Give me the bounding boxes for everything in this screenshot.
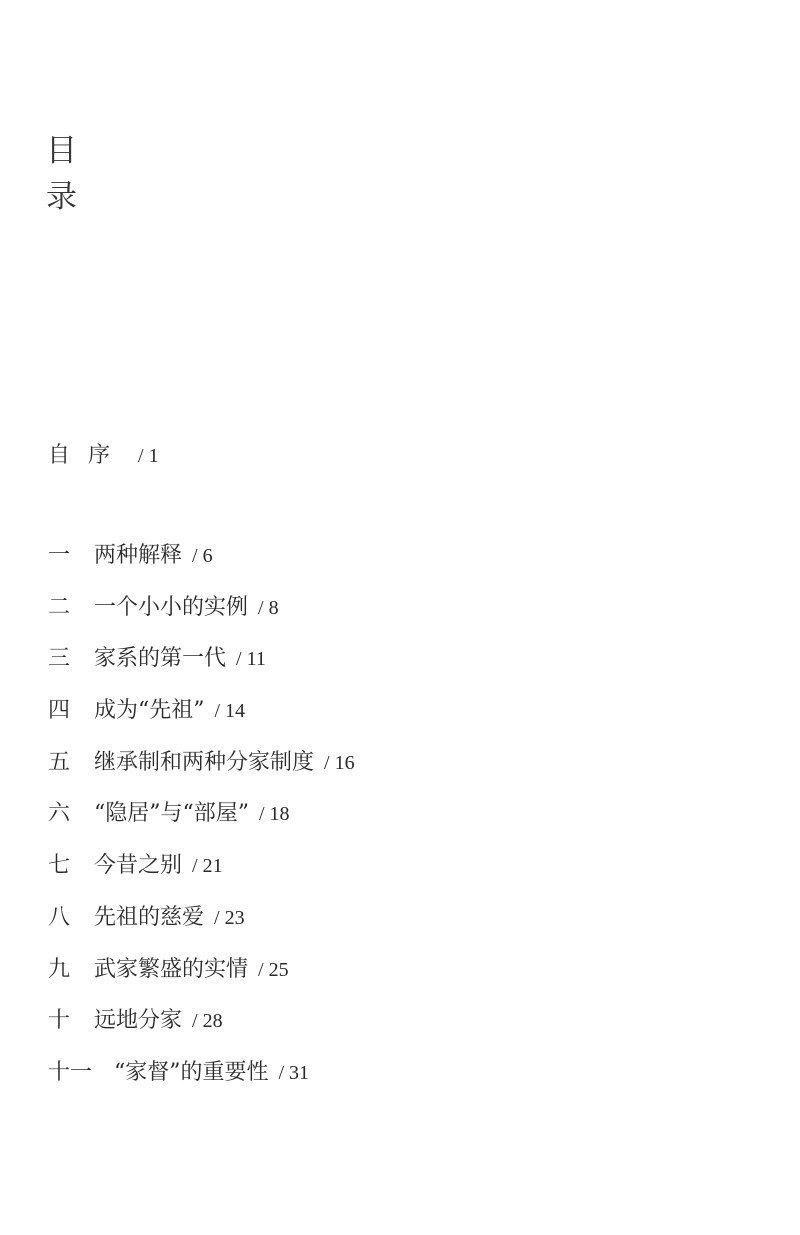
chapter-title: “家督”的重要性 xyxy=(114,1059,269,1085)
chapter-number: 七 xyxy=(48,853,71,879)
chapter-number: 十 xyxy=(48,1008,71,1034)
chapter-title: 一个小小的实例 xyxy=(94,594,249,620)
chapter-entry[interactable] xyxy=(48,1058,355,1110)
chapter-title: 先祖的慈爱 xyxy=(94,904,205,930)
chapter-page-number: / 18 xyxy=(259,803,290,826)
preface-page-number: / 1 xyxy=(138,445,159,467)
chapter-number: 五 xyxy=(48,749,71,775)
chapter-page-number: / 21 xyxy=(192,855,223,878)
chapter-number: 四 xyxy=(48,698,71,724)
chapter-number: 九 xyxy=(48,956,71,982)
chapter-title: 继承制和两种分家制度 xyxy=(94,749,315,775)
chapter-page-number: / 28 xyxy=(192,1010,223,1033)
chapter-list xyxy=(48,541,355,1110)
chapter-entry[interactable] xyxy=(48,696,355,748)
chapter-entry[interactable] xyxy=(48,541,355,593)
chapter-entry[interactable] xyxy=(48,593,355,645)
chapter-page-number: / 14 xyxy=(214,700,246,723)
chapter-title: 成为“先祖” xyxy=(94,698,205,724)
chapter-title: 武家繁盛的实情 xyxy=(94,956,249,982)
chapter-page-number: / 23 xyxy=(214,906,245,929)
chapter-number: 一 xyxy=(48,543,71,568)
chapter-number: 二 xyxy=(48,594,71,620)
page-title-line-2: 录 xyxy=(46,179,77,215)
page-title-line-1: 目 xyxy=(46,133,77,169)
chapter-title: 今昔之别 xyxy=(94,853,183,879)
chapter-title: 两种解释 xyxy=(94,543,183,568)
chapter-entry[interactable] xyxy=(48,748,355,800)
chapter-entry[interactable] xyxy=(48,955,355,1007)
page-title xyxy=(46,128,106,220)
preface-label: 自序 xyxy=(48,443,129,468)
chapter-page-number: / 11 xyxy=(236,648,266,671)
chapter-title: 远地分家 xyxy=(94,1008,183,1034)
preface-entry[interactable] xyxy=(48,441,159,471)
chapter-entry[interactable] xyxy=(48,1006,355,1058)
chapter-entry[interactable] xyxy=(48,799,355,851)
chapter-page-number: / 16 xyxy=(324,751,355,774)
chapter-page-number: / 8 xyxy=(258,596,279,619)
chapter-page-number: / 6 xyxy=(192,545,213,567)
chapter-entry[interactable] xyxy=(48,644,355,696)
chapter-title: “隐居”与“部屋” xyxy=(94,801,249,827)
chapter-entry[interactable] xyxy=(48,851,355,903)
chapter-number: 三 xyxy=(48,646,71,672)
chapter-page-number: / 31 xyxy=(278,1061,310,1084)
chapter-number: 八 xyxy=(48,904,71,930)
chapter-page-number: / 25 xyxy=(258,958,289,981)
chapter-number: 十一 xyxy=(48,1059,93,1085)
chapter-entry[interactable] xyxy=(48,903,355,955)
chapter-number: 六 xyxy=(48,801,71,827)
chapter-title: 家系的第一代 xyxy=(94,646,227,672)
